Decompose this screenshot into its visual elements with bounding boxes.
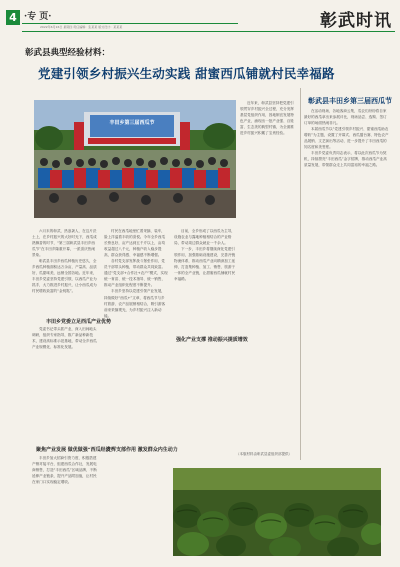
- column-right-top: [240, 100, 296, 440]
- source-note: （本版材料由彰武县委组织部提供）: [236, 452, 292, 456]
- side-paragraph-3: 丰田乡党委负责同志表示，将以此次西瓜节为契机，持续擦亮“丰田西瓜”金字招牌，推动西瓜产业高质量发展，带领群众走上共同富裕的幸福之路。: [304, 151, 387, 168]
- page-header: [0, 0, 400, 30]
- col3-paragraph-3: 近年来，彰武县坚持把党建引领贯穿乡村振兴全过程，充分发挥基层党组织作用，因地制宜发展特色产业，涌现出一批产业强、百姓富、生态美的典型村镇，为全面推进乡村振兴积累了宝贵经验。: [240, 101, 294, 136]
- col2-paragraph-1: 村民在西瓜地里忙着采摘、装车，脸上洋溢着丰收的喜悦。今年全乡西瓜长势良好，亩产达到五千斤以上，亩均收益超过八千元，种植户收入稳步提高，群众获得感、幸福感不断增强。: [104, 229, 166, 258]
- article-kicker: 彰武县典型经验材料：: [25, 48, 111, 58]
- col1-paragraph-2: 彰武县丰田乡西瓜种植历史悠久，全乡西瓜种植面积达万余亩，产量高、品质好，瓜甜味美，远销全国各地。近年来，丰田乡党委坚持党建引领，以西瓜产业为抓手，大力推进乡村振兴，让小西瓜成为村民增收致富的“金钥匙”。: [32, 259, 97, 294]
- column-3: [174, 228, 236, 466]
- side-paragraph-1: 在活动现场，各地客商云集，瓜农们纷纷将自家最好的西瓜拿出来参展评比，现场品尝、选购、签订订单的场面热闹非凡。: [304, 109, 387, 126]
- col3-paragraph-1: 目前，全乡形成了以西瓜为主导，设施农业与露地种植相结合的产业格局，带动周边群众就业一千余人。: [174, 229, 235, 246]
- col1-paragraph-4: 丰田乡加大招商引资力度，积极搭建产销对接平台，组建西瓜合作社，发展电商销售，打造“丰田西瓜”区域品牌，不断延伸产业链条，提升产品附加值，让村民在家门口实现稳定增收。: [32, 456, 97, 485]
- side-divider: [300, 88, 301, 460]
- col1-paragraph-1: 六月末的彰武，热浪袭人，在这片沃土上，在乡村振兴的大好时光下，西瓜成熟飘香的时节，“第三届彰武县丰田乡西瓜节”在丰田乡隆重开幕，一派喜庆热闹景象。: [32, 229, 97, 258]
- watermelon-harvest-photo: [173, 468, 381, 556]
- side-column: [304, 108, 390, 460]
- header-rule: [22, 23, 238, 24]
- festival-stage-photo: [34, 100, 236, 218]
- col2-subhead: 发挥支部作用 激发群众内生动力: [106, 447, 178, 453]
- article-headline: 党建引领乡村振兴生动实践 甜蜜西瓜铺就村民幸福路: [38, 66, 335, 81]
- top-divider: [22, 31, 395, 32]
- col1-subhead-1: 丰田乡党委立足西瓜产业优势: [46, 319, 112, 325]
- photo-banner-text: 丰田乡第三届西瓜节: [109, 120, 155, 126]
- masthead: 彰武时讯: [320, 11, 392, 31]
- section-title: ·专 页·: [24, 12, 52, 22]
- col2-paragraph-2: 各村党支部发挥战斗堡垒作用，党员干部带头种植，带动群众共同致富。通过“党支部+合作社+农户”模式，实现统一育苗、统一技术指导、统一销售，推动产业组织化程度不断提升。: [104, 259, 168, 288]
- side-article-title: 彰武县丰田乡第三届西瓜节: [308, 96, 392, 105]
- col3-paragraph-2: 下一步，丰田乡将继续深化党建引领作用，加强基础设施建设，完善冷链物流体系，推动西瓜产业向精深加工延伸，打造集种植、加工、销售、旅游于一体的全产业链，让甜蜜西瓜铺就村民幸福路。: [174, 247, 236, 282]
- col1-paragraph-3: 党委书记带头抓产业，深入田间地头调研，组织专家指导，推广新品种新技术，建设高标准示范基地，带动全乡西瓜产业规模化、标准化发展。: [32, 327, 97, 350]
- column-1c: [32, 455, 98, 559]
- festival-stage-illustration: [34, 100, 236, 218]
- col1-subhead-2: 聚焦产业发展 做优做强“西瓜经济”: [36, 447, 114, 453]
- col3-subhead: 强化产业支撑 推动振兴提质增效: [176, 337, 248, 343]
- column-1b: [32, 326, 98, 386]
- page-number: 4: [6, 10, 20, 25]
- column-2: [104, 228, 168, 558]
- header-meta: 2022年6月16日 星期四 责任编辑：张某某 版式设计：某某某: [40, 25, 123, 29]
- col2-paragraph-3: 丰田乡坚持以党建引领产业发展，持续做好“西瓜+”文章，将西瓜节与乡村旅游、农产品展销相结合，吸引游客前来采摘观光，为乡村振兴注入新动能。: [104, 289, 166, 318]
- watermelon-illustration: [173, 468, 381, 556]
- side-paragraph-2: 本届西瓜节以“党建引领乡村振兴、甜蜜西瓜助农增收”为主题，设置了开幕式、西瓜擂台赛、特色农产品展销、文艺演出等活动，进一步提升了丰田西瓜的知名度和美誉度。: [304, 127, 389, 150]
